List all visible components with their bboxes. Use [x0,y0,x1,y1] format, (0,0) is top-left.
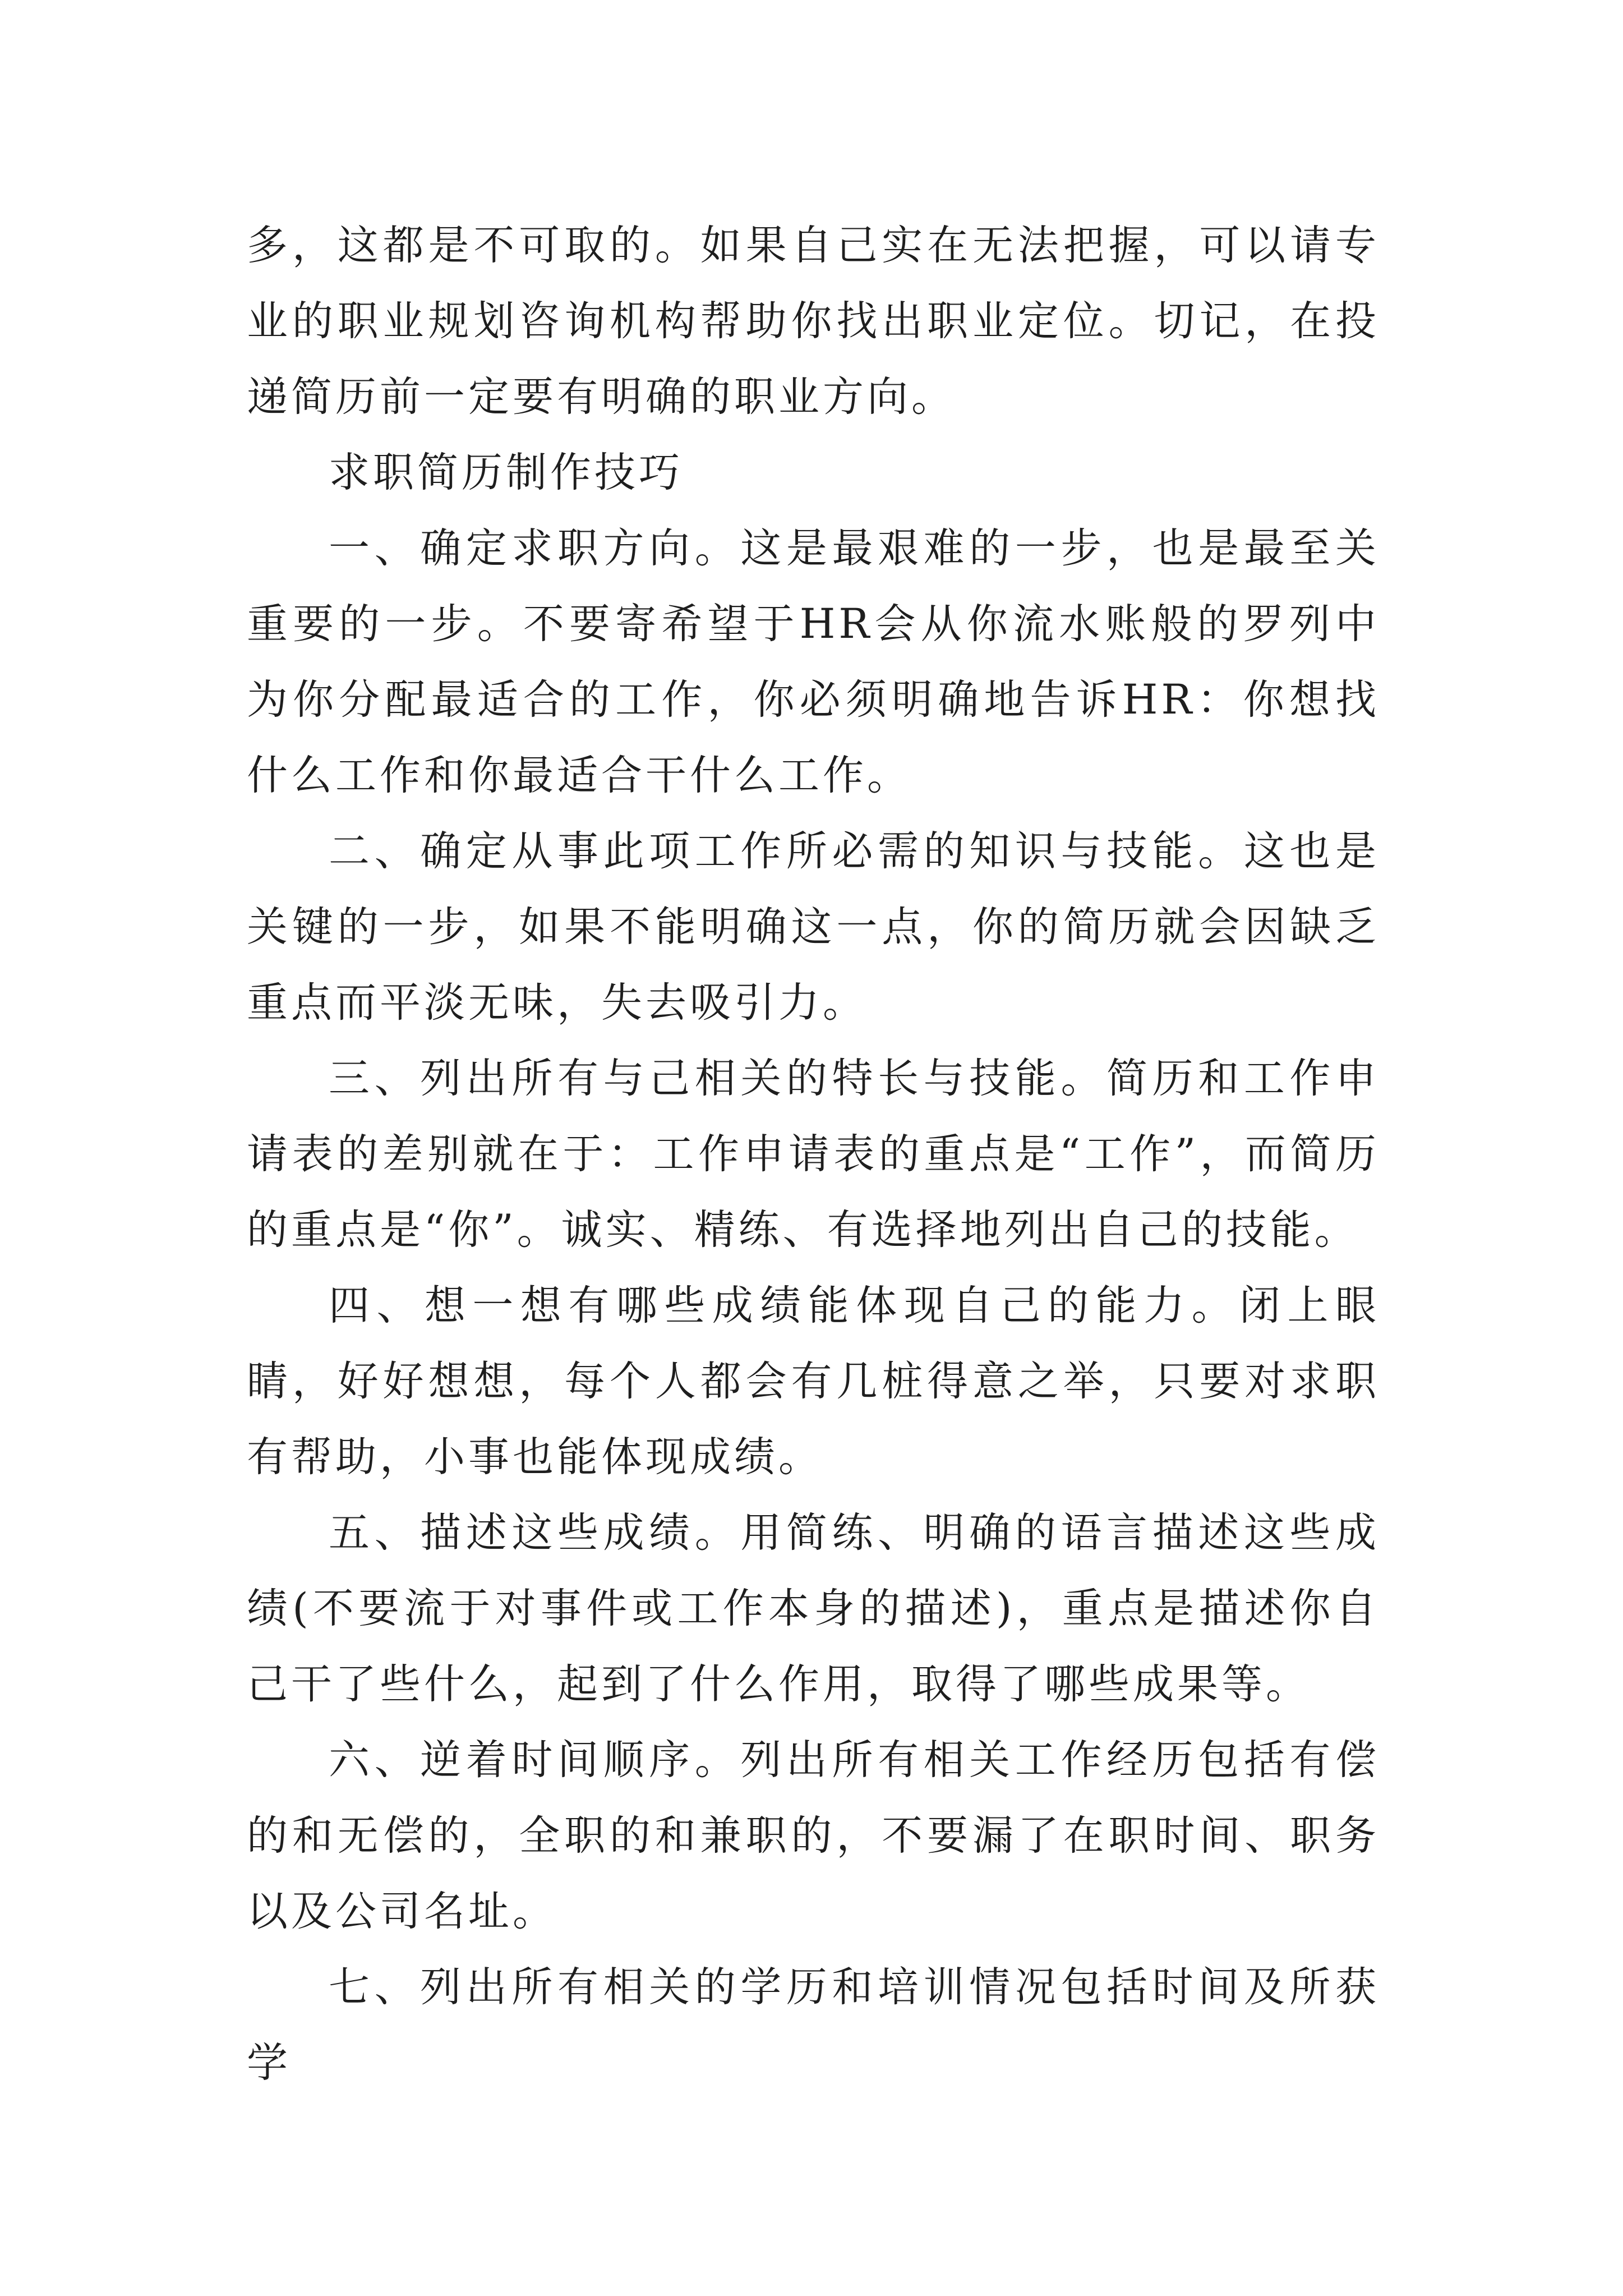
paragraph-step-7: 七、列出所有相关的学历和培训情况包括时间及所获学 [247,1963,1380,2087]
paragraph-step-4: 四、想一想有哪些成绩能体现自己的能力。闭上眼睛，好好想想，每个人都会有几桩得意之举，只要对求职有帮助，小事也能体现成绩。 [247,1282,1380,1481]
paragraph-step-2: 二、确定从事此项工作所必需的知识与技能。这也是关键的一步，如果不能明确这一点，你的简历就会因缺乏重点而平淡无味，失去吸引力。 [247,827,1380,1027]
document-body [247,208,1380,2101]
paragraph-step-3: 三、列出所有与己相关的特长与技能。简历和工作申请表的差别就在于：工作申请表的重点是“工作”，而简历的重点是“你”。诚实、精练、有选择地列出自己的技能。 [247,1055,1380,1254]
section-heading: 求职简历制作技巧 [329,449,683,496]
paragraph-step-1: 一、确定求职方向。这是最艰难的一步，也是最至关重要的一步。不要寄希望于HR会从你流水账般的罗列中为你分配最适合的工作，你必须明确地告诉HR：你想找什么工作和你最适合干什么工作。 [247,524,1380,799]
paragraph-continuation: 多，这都是不可取的。如果自己实在无法把握，可以请专业的职业规划咨询机构帮助你找出职业定位。切记，在投递简历前一定要有明确的职业方向。 [247,222,1380,421]
paragraph-step-6: 六、逆着时间顺序。列出所有相关工作经历包括有偿的和无偿的，全职的和兼职的，不要漏了在职时间、职务以及公司名址。 [247,1736,1380,1935]
paragraph-step-5: 五、描述这些成绩。用简练、明确的语言描述这些成绩(不要流于对事件或工作本身的描述)，重点是描述你自己干了些什么，起到了什么作用，取得了哪些成果等。 [247,1509,1380,1708]
